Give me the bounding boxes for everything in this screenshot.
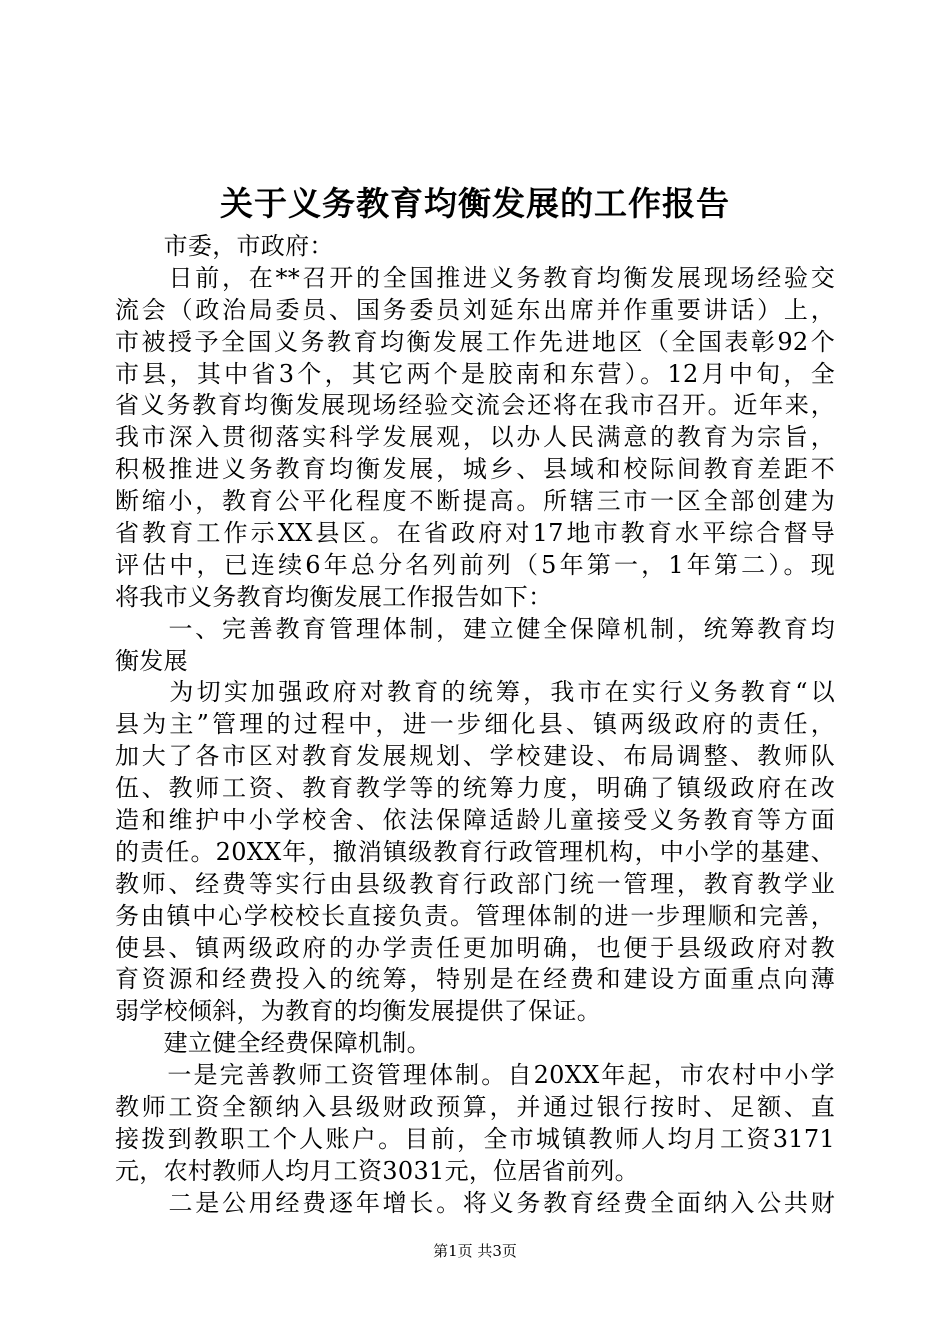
body-line: 教师工资全额纳入县级财政预算，并通过银行按时、足额、直 (115, 1093, 835, 1122)
body-line: 建立健全经费保障机制。 (115, 1029, 431, 1058)
body-line: 造和维护中小学校舍、依法保障适龄儿童接受义务教育等方面 (115, 806, 835, 835)
body-line: 我市深入贯彻落实科学发展观，以办人民满意的教育为宗旨， (115, 423, 835, 452)
body-line: 教师、经费等实行由县级教育行政部门统一管理，教育教学业 (115, 869, 835, 898)
document-title: 关于义务教育均衡发展的工作报告 (220, 184, 730, 223)
body-line: 伍、教师工资、教育教学等的统筹力度，明确了镇级政府在改 (115, 774, 835, 803)
document-body (115, 231, 835, 1220)
body-line: 县为主”管理的过程中，进一步细化县、镇两级政府的责任， (115, 710, 835, 739)
body-line: 将我市义务教育均衡发展工作报告如下： (115, 582, 553, 611)
body-line: 育资源和经费投入的统筹，特别是在经费和建设方面重点向薄 (115, 965, 835, 994)
body-line: 积极推进义务教育均衡发展，城乡、县域和校际间教育差距不 (115, 455, 835, 484)
body-line: 省教育工作示XX县区。在省政府对17地市教育水平综合督导 (115, 519, 835, 548)
body-line: 加大了各市区对教育发展规划、学校建设、布局调整、教师队 (115, 742, 835, 771)
body-line: 的责任。20XX年，撤消镇级教育行政管理机构，中小学的基建、 (115, 837, 835, 866)
body-line: 衡发展 (115, 646, 188, 675)
body-line: 评估中，已连续6年总分名列前列（5年第一，1年第二）。现 (115, 550, 835, 579)
body-line: 元，农村教师人均月工资3031元，位居省前列。 (115, 1156, 639, 1185)
body-line: 一是完善教师工资管理体制。自20XX年起，市农村中小学 (115, 1061, 835, 1090)
body-line: 流会（政治局委员、国务委员刘延东出席并作重要讲话）上， (115, 295, 835, 324)
body-line: 日前，在**召开的全国推进义务教育均衡发展现场经验交 (115, 263, 835, 292)
body-line: 为切实加强政府对教育的统筹，我市在实行义务教育“以 (115, 678, 835, 707)
body-line: 一、完善教育管理体制，建立健全保障机制，统筹教育均 (115, 614, 835, 643)
body-line: 二是公用经费逐年增长。将义务教育经费全面纳入公共财 (115, 1188, 835, 1217)
page-footer: 第1页 共3页 (433, 1242, 517, 1260)
body-line: 弱学校倾斜，为教育的均衡发展提供了保证。 (115, 997, 601, 1026)
body-line: 务由镇中心学校校长直接负责。管理体制的进一步理顺和完善， (115, 901, 835, 930)
body-line: 断缩小，教育公平化程度不断提高。所辖三市一区全部创建为 (115, 487, 835, 516)
body-line: 省义务教育均衡发展现场经验交流会还将在我市召开。近年来， (115, 391, 835, 420)
body-line: 市县，其中省3个，其它两个是胶南和东营）。12月中旬，全 (115, 359, 835, 388)
body-line: 使县、镇两级政府的办学责任更加明确，也便于县级政府对教 (115, 933, 835, 962)
body-line: 接拨到教职工个人账户。目前，全市城镇教师人均月工资3171 (115, 1124, 835, 1153)
body-line: 市委，市政府： (115, 232, 334, 260)
body-line: 市被授予全国义务教育均衡发展工作先进地区（全国表彰92个 (115, 327, 835, 356)
